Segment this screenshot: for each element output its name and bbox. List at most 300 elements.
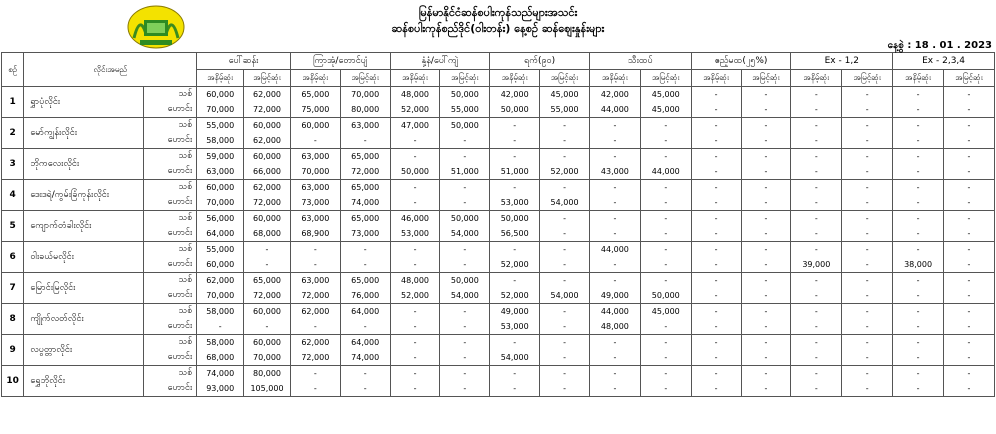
rice-price-table bbox=[1, 52, 995, 397]
price-cell: - bbox=[589, 350, 640, 366]
price-cell: 50,000 bbox=[490, 211, 540, 227]
price-cell: - bbox=[691, 133, 741, 149]
table-row bbox=[2, 180, 995, 196]
price-cell: 50,000 bbox=[440, 211, 490, 227]
price-cell: 54,000 bbox=[490, 350, 540, 366]
price-cell: 65,000 bbox=[290, 87, 340, 103]
price-cell: - bbox=[589, 149, 640, 165]
price-cell: 72,000 bbox=[244, 288, 291, 304]
price-cell: - bbox=[540, 242, 590, 258]
price-cell: - bbox=[842, 304, 893, 320]
price-cell: - bbox=[741, 164, 791, 180]
price-cell: - bbox=[791, 335, 842, 351]
price-cell: - bbox=[390, 304, 440, 320]
line-name: ဒေးဒရဲ/ကွမ်းခြံကုန်းလိုင်း bbox=[24, 180, 144, 211]
price-cell: 54,000 bbox=[540, 195, 590, 211]
price-cell: - bbox=[640, 366, 691, 382]
price-cell: 52,000 bbox=[390, 288, 440, 304]
price-cell: 70,000 bbox=[197, 195, 244, 211]
price-cell: 75,000 bbox=[290, 102, 340, 118]
unit-old-label: ဟောင်း bbox=[144, 102, 197, 118]
price-cell: 53,000 bbox=[390, 226, 440, 242]
max-price-header: အမြင့်ဆုံး bbox=[640, 70, 691, 87]
price-cell: - bbox=[944, 288, 995, 304]
report-title: ဆန်စပါးကုန်စည်ဒိုင်(ဝါးတန်း) နေ့စဉ် ဆန်ဈေးနှုန်းများ bbox=[391, 22, 605, 35]
price-cell: - bbox=[944, 164, 995, 180]
price-cell: - bbox=[440, 350, 490, 366]
table-row bbox=[2, 288, 995, 304]
line-name: ကျိုက်လတ်လိုင်း bbox=[24, 304, 144, 335]
price-cell: - bbox=[741, 180, 791, 196]
price-cell: - bbox=[842, 381, 893, 397]
table-row bbox=[2, 304, 995, 320]
price-cell: 49,000 bbox=[589, 288, 640, 304]
price-cell: - bbox=[244, 242, 291, 258]
price-cell: - bbox=[791, 366, 842, 382]
min-price-header: အနိမ့်ဆုံး bbox=[893, 70, 944, 87]
price-cell: - bbox=[842, 102, 893, 118]
price-cell: 62,000 bbox=[290, 304, 340, 320]
price-cell: - bbox=[791, 273, 842, 289]
price-cell: 64,000 bbox=[340, 335, 390, 351]
price-cell: 73,000 bbox=[290, 195, 340, 211]
price-cell: - bbox=[490, 335, 540, 351]
price-cell: - bbox=[842, 273, 893, 289]
unit-new-label: သစ် bbox=[144, 304, 197, 320]
price-cell: - bbox=[390, 195, 440, 211]
price-cell: - bbox=[691, 366, 741, 382]
price-cell: - bbox=[390, 335, 440, 351]
table-row bbox=[2, 102, 995, 118]
price-cell: 47,000 bbox=[390, 118, 440, 134]
price-cell: 65,000 bbox=[340, 211, 390, 227]
price-cell: - bbox=[640, 319, 691, 335]
price-cell: - bbox=[340, 319, 390, 335]
price-cell: - bbox=[540, 273, 590, 289]
price-cell: 70,000 bbox=[197, 288, 244, 304]
price-cell: - bbox=[791, 102, 842, 118]
price-cell: 63,000 bbox=[290, 180, 340, 196]
price-cell: - bbox=[741, 149, 791, 165]
price-cell: - bbox=[340, 366, 390, 382]
price-cell: - bbox=[640, 118, 691, 134]
table-row bbox=[2, 87, 995, 103]
price-cell: 55,000 bbox=[440, 102, 490, 118]
price-cell: 63,000 bbox=[197, 164, 244, 180]
price-cell: - bbox=[791, 319, 842, 335]
row-number: 8 bbox=[2, 304, 24, 335]
price-cell: - bbox=[691, 195, 741, 211]
price-cell: - bbox=[842, 149, 893, 165]
price-cell: - bbox=[540, 211, 590, 227]
unit-old-label: ဟောင်း bbox=[144, 195, 197, 211]
price-cell: - bbox=[390, 242, 440, 258]
price-cell: - bbox=[791, 288, 842, 304]
table-row bbox=[2, 164, 995, 180]
price-cell: - bbox=[691, 273, 741, 289]
price-cell: - bbox=[893, 164, 944, 180]
price-cell: - bbox=[390, 133, 440, 149]
price-cell: - bbox=[640, 133, 691, 149]
price-cell: - bbox=[944, 102, 995, 118]
price-cell: 65,000 bbox=[340, 273, 390, 289]
price-cell: - bbox=[440, 335, 490, 351]
price-cell: - bbox=[842, 87, 893, 103]
price-cell: - bbox=[893, 211, 944, 227]
line-name: မော်ကျွန်းလိုင်း bbox=[24, 118, 144, 149]
min-price-header: အနိမ့်ဆုံး bbox=[691, 70, 741, 87]
price-cell: - bbox=[741, 273, 791, 289]
price-cell: 59,000 bbox=[197, 149, 244, 165]
price-cell: - bbox=[842, 180, 893, 196]
unit-old-label: ဟောင်း bbox=[144, 319, 197, 335]
unit-new-label: သစ် bbox=[144, 242, 197, 258]
price-cell: - bbox=[340, 133, 390, 149]
unit-new-label: သစ် bbox=[144, 211, 197, 227]
max-price-header: အမြင့်ဆုံး bbox=[244, 70, 291, 87]
price-cell: - bbox=[290, 381, 340, 397]
price-cell: - bbox=[640, 226, 691, 242]
price-cell: 56,500 bbox=[490, 226, 540, 242]
price-cell: 62,000 bbox=[244, 180, 291, 196]
price-cell: 80,000 bbox=[244, 366, 291, 382]
price-cell: - bbox=[390, 257, 440, 273]
min-price-header: အနိမ့်ဆုံး bbox=[290, 70, 340, 87]
price-cell: - bbox=[540, 381, 590, 397]
price-cell: 42,000 bbox=[490, 87, 540, 103]
col-line-header: လိုင်းအမည် bbox=[24, 53, 197, 87]
price-cell: 55,000 bbox=[540, 102, 590, 118]
price-cell: - bbox=[791, 149, 842, 165]
price-cell: - bbox=[893, 288, 944, 304]
price-cell: - bbox=[290, 133, 340, 149]
price-cell: - bbox=[893, 381, 944, 397]
price-cell: 60,000 bbox=[244, 149, 291, 165]
row-number: 3 bbox=[2, 149, 24, 180]
price-cell: - bbox=[893, 335, 944, 351]
price-cell: 50,000 bbox=[440, 87, 490, 103]
unit-new-label: သစ် bbox=[144, 87, 197, 103]
price-cell: 74,000 bbox=[340, 195, 390, 211]
price-cell: - bbox=[944, 226, 995, 242]
price-cell: - bbox=[640, 211, 691, 227]
price-cell: 68,900 bbox=[290, 226, 340, 242]
price-cell: - bbox=[340, 381, 390, 397]
unit-new-label: သစ် bbox=[144, 335, 197, 351]
price-cell: - bbox=[691, 350, 741, 366]
price-cell: - bbox=[741, 304, 791, 320]
table-row bbox=[2, 319, 995, 335]
price-cell: 72,000 bbox=[290, 350, 340, 366]
table-row bbox=[2, 366, 995, 382]
price-cell: 63,000 bbox=[290, 273, 340, 289]
price-cell: - bbox=[944, 257, 995, 273]
table-row bbox=[2, 350, 995, 366]
price-cell: 70,000 bbox=[244, 350, 291, 366]
price-cell: - bbox=[741, 211, 791, 227]
group-header: သီးထပ် bbox=[589, 53, 691, 70]
price-cell: - bbox=[640, 335, 691, 351]
price-cell: - bbox=[640, 381, 691, 397]
price-cell: - bbox=[691, 180, 741, 196]
price-cell: - bbox=[390, 319, 440, 335]
price-cell: - bbox=[589, 273, 640, 289]
price-cell: 52,000 bbox=[540, 164, 590, 180]
price-cell: - bbox=[741, 133, 791, 149]
table-row bbox=[2, 118, 995, 134]
table-row bbox=[2, 133, 995, 149]
price-cell: - bbox=[893, 195, 944, 211]
price-cell: - bbox=[741, 319, 791, 335]
price-cell: - bbox=[490, 366, 540, 382]
group-header: ဧည့်မထ(၂၅%) bbox=[691, 53, 791, 70]
row-number: 2 bbox=[2, 118, 24, 149]
price-cell: 44,000 bbox=[589, 304, 640, 320]
table-row bbox=[2, 242, 995, 258]
price-cell: - bbox=[893, 180, 944, 196]
price-cell: - bbox=[893, 242, 944, 258]
price-cell: - bbox=[944, 350, 995, 366]
price-cell: 54,000 bbox=[440, 226, 490, 242]
price-cell: 62,000 bbox=[290, 335, 340, 351]
price-cell: - bbox=[791, 118, 842, 134]
price-cell: - bbox=[691, 381, 741, 397]
price-cell: 74,000 bbox=[340, 350, 390, 366]
price-cell: 45,000 bbox=[640, 304, 691, 320]
price-cell: - bbox=[842, 164, 893, 180]
price-cell: - bbox=[440, 381, 490, 397]
price-cell: - bbox=[589, 133, 640, 149]
price-cell: - bbox=[440, 366, 490, 382]
max-price-header: အမြင့်ဆုံး bbox=[440, 70, 490, 87]
report-date bbox=[888, 38, 992, 53]
price-cell: - bbox=[540, 257, 590, 273]
price-cell: - bbox=[589, 211, 640, 227]
price-cell: 80,000 bbox=[340, 102, 390, 118]
price-cell: - bbox=[490, 149, 540, 165]
unit-new-label: သစ် bbox=[144, 149, 197, 165]
price-cell: 58,000 bbox=[197, 133, 244, 149]
unit-new-label: သစ် bbox=[144, 273, 197, 289]
price-cell: - bbox=[691, 211, 741, 227]
price-cell: - bbox=[691, 164, 741, 180]
price-cell: - bbox=[944, 304, 995, 320]
price-cell: 63,000 bbox=[290, 211, 340, 227]
group-header: Ex - 2,3,4 bbox=[893, 53, 995, 70]
table-row bbox=[2, 381, 995, 397]
price-cell: - bbox=[390, 366, 440, 382]
price-cell: - bbox=[540, 319, 590, 335]
price-cell: 62,000 bbox=[197, 273, 244, 289]
price-cell: - bbox=[791, 195, 842, 211]
unit-new-label: သစ် bbox=[144, 118, 197, 134]
price-cell: 50,000 bbox=[390, 164, 440, 180]
price-cell: 62,000 bbox=[244, 133, 291, 149]
table-row bbox=[2, 273, 995, 289]
table-row bbox=[2, 335, 995, 351]
price-cell: - bbox=[540, 133, 590, 149]
price-cell: - bbox=[791, 242, 842, 258]
price-cell: - bbox=[893, 350, 944, 366]
price-cell: 43,000 bbox=[589, 164, 640, 180]
price-cell: - bbox=[741, 335, 791, 351]
price-cell: 51,000 bbox=[490, 164, 540, 180]
price-cell: - bbox=[440, 257, 490, 273]
price-cell: - bbox=[640, 195, 691, 211]
price-cell: 48,000 bbox=[390, 87, 440, 103]
min-price-header: အနိမ့်ဆုံး bbox=[589, 70, 640, 87]
price-cell: - bbox=[691, 304, 741, 320]
unit-new-label: သစ် bbox=[144, 180, 197, 196]
price-cell: - bbox=[589, 257, 640, 273]
price-cell: 38,000 bbox=[893, 257, 944, 273]
price-cell: 60,000 bbox=[197, 87, 244, 103]
price-cell: - bbox=[842, 226, 893, 242]
price-cell: - bbox=[290, 257, 340, 273]
min-price-header: အနိမ့်ဆုံး bbox=[490, 70, 540, 87]
price-cell: - bbox=[893, 87, 944, 103]
price-cell: - bbox=[842, 195, 893, 211]
price-cell: - bbox=[691, 288, 741, 304]
price-cell: - bbox=[893, 118, 944, 134]
price-cell: - bbox=[340, 242, 390, 258]
price-cell: - bbox=[944, 149, 995, 165]
price-cell: - bbox=[944, 118, 995, 134]
price-cell: 44,000 bbox=[589, 242, 640, 258]
price-cell: - bbox=[440, 242, 490, 258]
price-cell: - bbox=[691, 257, 741, 273]
price-cell: 76,000 bbox=[340, 288, 390, 304]
price-cell: 55,000 bbox=[197, 118, 244, 134]
price-cell: - bbox=[842, 211, 893, 227]
association-title: မြန်မာနိုင်ငံဆန်စပါးကုန်သည်များအသင်း bbox=[418, 6, 578, 19]
unit-old-label: ဟောင်း bbox=[144, 381, 197, 397]
price-cell: - bbox=[589, 195, 640, 211]
unit-old-label: ဟောင်း bbox=[144, 257, 197, 273]
price-cell: - bbox=[741, 242, 791, 258]
price-cell: 50,000 bbox=[440, 273, 490, 289]
price-cell: 53,000 bbox=[490, 195, 540, 211]
report-header bbox=[0, 0, 996, 52]
line-name: လပွတ္တာလိုင်း bbox=[24, 335, 144, 366]
price-cell: - bbox=[944, 273, 995, 289]
price-cell: 65,000 bbox=[244, 273, 291, 289]
price-cell: - bbox=[944, 195, 995, 211]
price-cell: - bbox=[490, 133, 540, 149]
price-cell: - bbox=[640, 273, 691, 289]
price-cell: - bbox=[741, 366, 791, 382]
max-price-header: အမြင့်ဆုံး bbox=[741, 70, 791, 87]
price-cell: - bbox=[691, 335, 741, 351]
price-cell: - bbox=[589, 366, 640, 382]
price-cell: 54,000 bbox=[540, 288, 590, 304]
price-cell: - bbox=[741, 87, 791, 103]
table-row bbox=[2, 257, 995, 273]
price-cell: - bbox=[691, 149, 741, 165]
price-cell: - bbox=[893, 319, 944, 335]
price-cell: - bbox=[589, 180, 640, 196]
price-cell: - bbox=[791, 226, 842, 242]
price-cell: 64,000 bbox=[340, 304, 390, 320]
price-cell: - bbox=[290, 319, 340, 335]
price-cell: - bbox=[944, 211, 995, 227]
price-cell: - bbox=[944, 87, 995, 103]
price-cell: 45,000 bbox=[640, 87, 691, 103]
price-cell: - bbox=[540, 180, 590, 196]
price-cell: 70,000 bbox=[340, 87, 390, 103]
price-cell: - bbox=[741, 118, 791, 134]
price-cell: 58,000 bbox=[197, 335, 244, 351]
price-cell: - bbox=[640, 242, 691, 258]
price-cell: - bbox=[540, 226, 590, 242]
price-cell: 66,000 bbox=[244, 164, 291, 180]
price-cell: - bbox=[340, 257, 390, 273]
price-cell: 72,000 bbox=[340, 164, 390, 180]
row-number: 1 bbox=[2, 87, 24, 118]
price-cell: - bbox=[440, 149, 490, 165]
line-name: မြောင်းမြလိုင်း bbox=[24, 273, 144, 304]
price-cell: - bbox=[540, 366, 590, 382]
price-cell: - bbox=[893, 366, 944, 382]
price-cell: - bbox=[490, 180, 540, 196]
group-header: ကြာအုံ/တောင်ပျံ bbox=[290, 53, 390, 70]
row-number: 5 bbox=[2, 211, 24, 242]
price-cell: 50,000 bbox=[440, 118, 490, 134]
price-cell: - bbox=[691, 118, 741, 134]
price-cell: - bbox=[842, 257, 893, 273]
price-cell: - bbox=[290, 366, 340, 382]
price-cell: 45,000 bbox=[540, 87, 590, 103]
max-price-header: အမြင့်ဆုံး bbox=[944, 70, 995, 87]
price-cell: 44,000 bbox=[589, 102, 640, 118]
price-cell: - bbox=[842, 319, 893, 335]
price-cell: 60,000 bbox=[197, 180, 244, 196]
price-cell: - bbox=[490, 273, 540, 289]
row-number: 4 bbox=[2, 180, 24, 211]
price-cell: - bbox=[440, 304, 490, 320]
price-cell: 72,000 bbox=[244, 102, 291, 118]
price-cell: 44,000 bbox=[640, 164, 691, 180]
price-cell: - bbox=[944, 335, 995, 351]
group-header: နှံ့နံ/ပေါ်ကျဲ bbox=[390, 53, 490, 70]
price-cell: - bbox=[944, 319, 995, 335]
price-cell: - bbox=[244, 319, 291, 335]
row-number: 10 bbox=[2, 366, 24, 397]
price-cell: - bbox=[490, 242, 540, 258]
price-cell: 105,000 bbox=[244, 381, 291, 397]
price-cell: - bbox=[589, 118, 640, 134]
table-row bbox=[2, 226, 995, 242]
price-cell: - bbox=[791, 350, 842, 366]
price-cell: - bbox=[842, 288, 893, 304]
price-cell: - bbox=[691, 242, 741, 258]
price-cell: - bbox=[589, 335, 640, 351]
price-cell: 65,000 bbox=[340, 149, 390, 165]
price-cell: 68,000 bbox=[244, 226, 291, 242]
price-cell: - bbox=[691, 226, 741, 242]
price-cell: - bbox=[842, 350, 893, 366]
price-cell: - bbox=[741, 195, 791, 211]
min-price-header: အနိမ့်ဆုံး bbox=[791, 70, 842, 87]
price-cell: 51,000 bbox=[440, 164, 490, 180]
price-cell: 46,000 bbox=[390, 211, 440, 227]
price-cell: 70,000 bbox=[290, 164, 340, 180]
max-price-header: အမြင့်ဆုံး bbox=[540, 70, 590, 87]
price-cell: - bbox=[741, 102, 791, 118]
price-cell: - bbox=[741, 257, 791, 273]
unit-old-label: ဟောင်း bbox=[144, 350, 197, 366]
price-cell: - bbox=[893, 273, 944, 289]
